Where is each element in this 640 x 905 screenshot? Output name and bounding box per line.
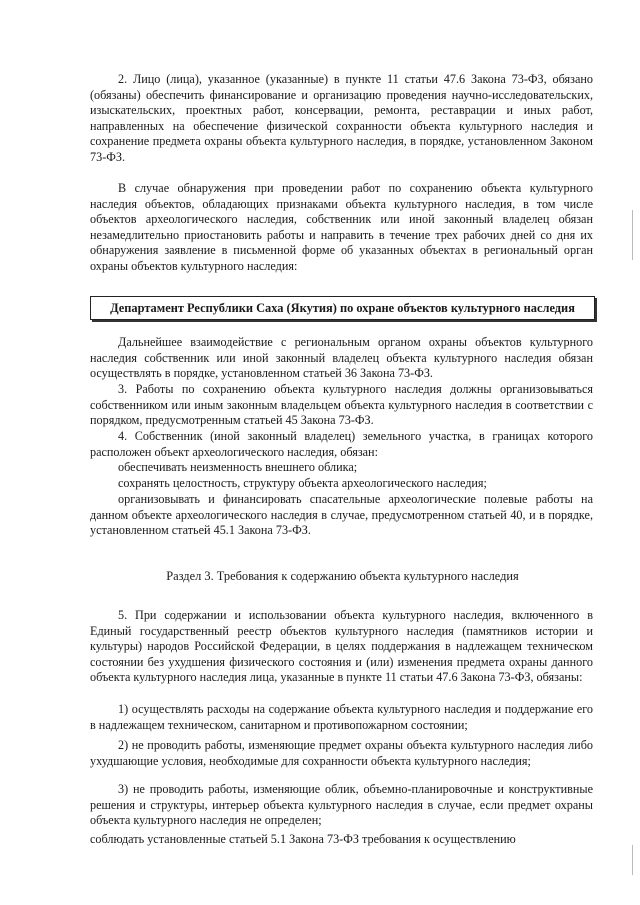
paragraph-interaction: Дальнейшее взаимодействие с региональным органом охраны объектов культурного наследия собственник или иной законный владелец объекта культурного наследия обязан осуществлять в порядке, установленном статьей 36 Закона 73-ФЗ. [90,335,593,381]
paragraph-subitem-3: 3) не проводить работы, изменяющие облик, объемно-планировочные и конструктивные решения и структуры, интерьер объекта культурного наследия в случае, если предмет охраны объекта культурного наследия не определен; [90,782,593,828]
paragraph-item-4: 4. Собственник (иной законный владелец) земельного участка, в границах которого расположен объект археологического наследия, обязан: [90,429,593,459]
section-3-title: Раздел 3. Требования к содержанию объекта культурного наследия [166,569,519,583]
paragraph-item-5: 5. При содержании и использовании объекта культурного наследия, включенного в Единый государственный реестр объектов культурного наследия (памятников истории и культуры) народов Российской Федерации, в целях поддержания в надлежащем техническом состоянии без ухудшения физического состояния и (или) изменения предмета охраны данного объекта культурного наследия лица, указанные в пункте 11 статьи 47.6 Закона 73-ФЗ, обязаны: [90,608,593,685]
scan-artifact-mark [632,845,633,875]
paragraph-item-3: 3. Работы по сохранению объекта культурного наследия должны организовываться собственником или иным законным владельцем объекта культурного наследия в соответствии с порядком, предусмотренным статьей 45 Закона 73-ФЗ. [90,382,593,428]
paragraph-discovery: В случае обнаружения при проведении работ по сохранению объекта культурного наследия объектов, обладающих признаками объекта культурного наследия, в том числе объектов археологического наследия, собственник или иной законный владелец обязан незамедлительно приостановить работы и направить в течение трех рабочих дней со дня их обнаружения заявление в письменной форме об указанных объектах в региональный орган охраны объектов культурного наследия: [90,181,593,273]
regional-authority-box [90,296,595,320]
regional-authority-name: Департамент Республики Саха (Якутия) по охране объектов культурного наследия [110,300,575,315]
paragraph-external-appearance: обеспечивать неизменность внешнего облика; [118,460,358,474]
paragraph-rescue-works: организовывать и финансировать спасательные археологические полевые работы на данном объекте археологического наследия в случае, предусмотренном статьей 40, и в порядке, установленном статьей 45.1 Закона 73-ФЗ. [90,492,593,538]
paragraph-subitem-1: 1) осуществлять расходы на содержание объекта культурного наследия и поддержание его в надлежащем техническом, санитарном и противопожарном состоянии; [90,702,593,732]
paragraph-subitem-2: 2) не проводить работы, изменяющие предмет охраны объекта культурного наследия либо ухудшающие условия, необходимые для сохранности объекта культурного наследия; [90,738,593,768]
paragraph-comply: соблюдать установленные статьей 5.1 Закона 73-ФЗ требования к осуществлению [90,832,516,846]
paragraph-integrity: сохранять целостность, структуру объекта археологического наследия; [118,476,487,490]
scan-artifact-mark [632,210,633,260]
paragraph-item-2: 2. Лицо (лица), указанное (указанные) в пункте 11 статьи 47.6 Закона 73-ФЗ, обязано (обязаны) обеспечить финансирование и организацию проведения научно-исследовательских, изыскательских, проектных работ, консервации, ремонта, реставрации и иных работ, направленных на обеспечение физической сохранности объекта культурного наследия и сохранение предмета охраны объекта культурного наследия, в порядке, установленном Законом 73-ФЗ. [90,72,593,164]
